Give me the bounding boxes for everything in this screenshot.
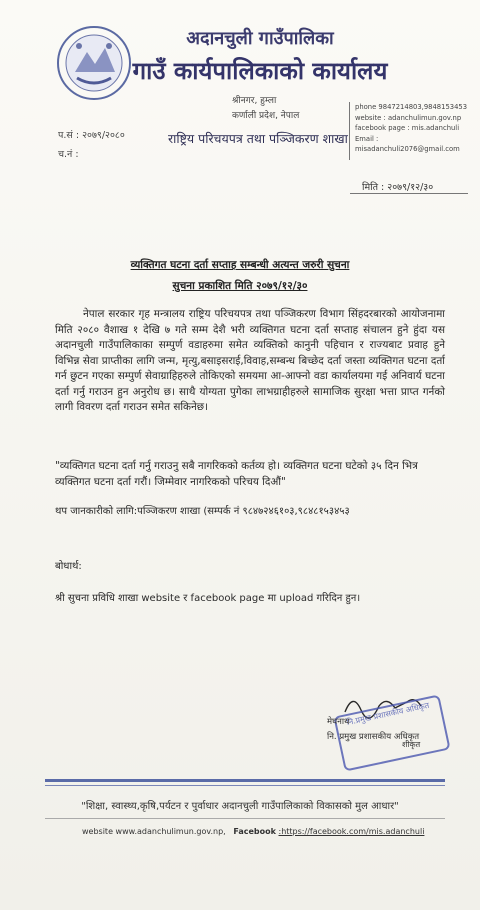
reference-number: प.सं : २०७९/२०८० [58,130,125,141]
contact-divider [349,102,350,160]
official-stamp: नि.प्रमुख प्रशासकीय अधिकृत [333,694,450,771]
subject-line-1: व्यक्तिगत घटना दर्ता सप्ताह सम्बन्धी अत्यन्त जरुरी सुचना [130,259,350,271]
dispatch-number: च.नं : [58,149,79,160]
footer-band-thin [45,785,445,786]
footer-website-link[interactable]: www.adanchulimun.gov.np, [115,827,226,836]
footer-facebook-label: Facebook [233,827,276,836]
contact-block [355,102,473,160]
quote-text: "व्यक्तिगत घटना दर्ता गर्नु गराउनु सबै नागरिकको कर्तव्य हो। व्यक्तिगत घटना घटेको ३५ दिन भित्र व्यक्तिगत घटना दर्ता गरौं। जिम्मेवार नागरिकको परिचय दिऔं" [55,460,418,488]
letter-date: मिति : २०७९/१२/३० [362,182,434,193]
footer-facebook-link[interactable]: :https://facebook.com/mis.adanchuli [278,827,425,836]
footer-links [82,827,424,836]
more-info-text: थप जानकारीको लागि:पञ्जिकरण शाखा (सम्पर्क नं ९८४७२४६१०३,९८४८१५३४५३ [55,506,350,517]
body-paragraph [55,307,445,416]
address-line-2: कर्णाली प्रदेश, नेपाल [232,111,300,121]
contact-website: website : adanchulimun.gov.np [355,113,462,122]
footer-rule [45,818,445,819]
signatory-title: नि. प्रमुख प्रशासकीय अधिकृत [327,732,420,742]
office-name: गाउँ कार्यपालिकाको कार्यालय [132,57,388,85]
date-underline [350,193,468,194]
address-line-1: श्रीनगर, हुम्ला [232,96,277,106]
footer-slogan: "शिक्षा, स्वास्थ्य,कृषि,पर्यटन र पुर्वाधार अदानचुली गाउँपालिकाको विकासको मुल आधार" [81,801,399,812]
contact-email: Email : misadanchuli2076@gmail.com [355,134,460,153]
municipality-name: अदानचुली गाउँपालिका [186,28,334,49]
cc-text: श्री सुचना प्रविधि शाखा website र facebook page मा upload गरिदिन हुन। [55,593,361,604]
subject-line-2: सुचना प्रकाशित मिति २०७९/१२/३० [172,280,308,292]
signatory-office: शीकृत [402,740,421,749]
contact-phone: phone 9847214803,9848153453 [355,103,468,111]
contact-facebook: facebook page : mis.adanchuli [355,124,460,132]
bodhartha-label: बोधार्थ: [55,561,82,572]
branch-name: राष्ट्रिय परिचयपत्र तथा पञ्जिकरण शाखा [168,131,348,146]
body-text: नेपाल सरकार गृह मन्त्रालय राष्ट्रिय परिचयपत्र तथा पञ्जिकरण विभाग सिंहदरबारको आयोजनामा मिति २०८० वैशाख १ देखि ७ गते सम्म देशै भरी व्यक्तिगत घटना दर्ता सप्ताह संचालन हुने हुंदा यस अदानचुली गाउँपालिकाका सम्पुर्ण वडाहरुमा समेत व्यक्तिको कानुनी पहिचान र राज्यबाट प्रवाह हुने विभिन्न सेवा प्राप्तीका लागि जन्म, मृत्यु,बसाइसराई,विवाह,सम्बन्ध बिच्छेद दर्ता जस्ता व्यक्तिगत घटना दर्ता गर्न छुटन गएका सम्पुर्ण सेवाग्राहिहरुले तोकिएको समयमा आ-आफ्नो वडा कार्यालयमा गई अनिवार्य घटना दर्ता गर्नु गराउन हुन अनुरोध छ। साथै योग्यता पुगेका लाभग्राहीहरुले सामाजिक सुरक्षा भत्ता प्राप्त गर्नको लागी विवरण दर्ता गराउन समेत सकिनेछ। [55,308,445,413]
footer-website-label: website [82,827,113,836]
footer-band-thick [45,779,445,782]
signatory-name: मेघनाथ [327,717,350,727]
